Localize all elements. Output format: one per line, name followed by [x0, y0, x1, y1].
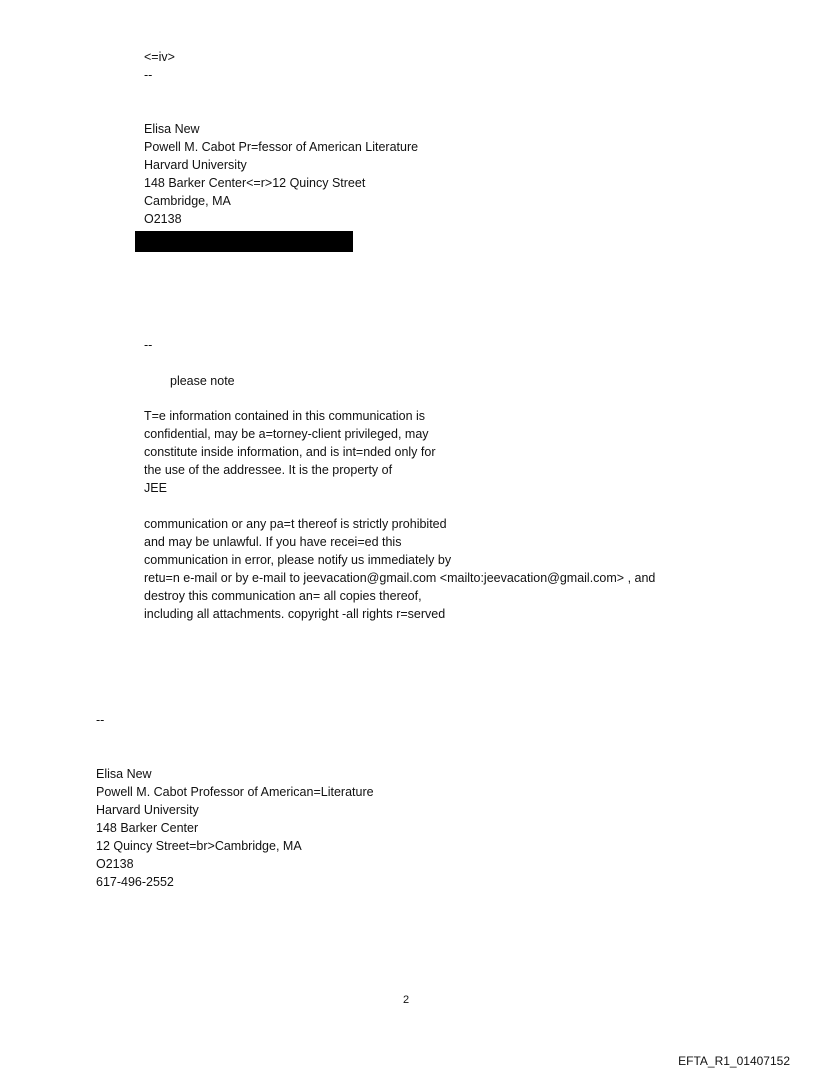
notice-line: and may be unlawful. If you have recei=ed this — [144, 535, 402, 549]
signature-separator: -- — [144, 68, 153, 82]
redaction-bar — [135, 231, 353, 252]
outer-signature-name: Elisa New — [96, 767, 152, 781]
notice-line: communication in error, please notify us immediately by — [144, 553, 452, 567]
notice-line: constitute inside information, and is int=nded only for — [144, 445, 436, 459]
notice-line: T=e information contained in this communication is — [144, 409, 426, 423]
notice-line: the use of the addressee. It is the property of — [144, 463, 393, 477]
document-id: EFTA_R1_01407152 — [678, 1054, 790, 1068]
html-tag-fragment: <=iv> — [144, 50, 175, 64]
notice-heading: please note — [170, 374, 235, 388]
page-number: 2 — [403, 994, 410, 1006]
notice-line: confidential, may be a=torney-client privileged, may — [144, 427, 429, 441]
signature-address: 148 Barker Center<=r>12 Quincy Street — [144, 176, 366, 190]
signature-institution: Harvard University — [144, 158, 247, 172]
outer-signature-zip: O2138 — [96, 857, 134, 871]
outer-separator: -- — [96, 713, 105, 727]
notice-line-email: retu=n e-mail or by e-mail to jeevacation@gmail.com <mailto:jeevacation@gmail.com> , and — [144, 571, 656, 585]
signature-title: Powell M. Cabot Pr=fessor of American Literature — [144, 140, 419, 154]
signature-name: Elisa New — [144, 122, 200, 136]
notice-line: communication or any pa=t thereof is strictly prohibited — [144, 517, 447, 531]
outer-signature-phone: 617-496-2552 — [96, 875, 174, 889]
signature-city: Cambridge, MA — [144, 194, 231, 208]
notice-separator: -- — [144, 338, 153, 352]
outer-signature-title: Powell M. Cabot Professor of American=Literature — [96, 785, 374, 799]
outer-signature-address: 148 Barker Center — [96, 821, 199, 835]
outer-signature-street: 12 Quincy Street=br>Cambridge, MA — [96, 839, 302, 853]
outer-signature-institution: Harvard University — [96, 803, 199, 817]
notice-line: destroy this communication an= all copies thereof, — [144, 589, 422, 603]
notice-line: including all attachments. copyright -all rights r=served — [144, 607, 446, 621]
notice-line: JEE — [144, 481, 167, 495]
signature-zip: O2138 — [144, 212, 182, 226]
